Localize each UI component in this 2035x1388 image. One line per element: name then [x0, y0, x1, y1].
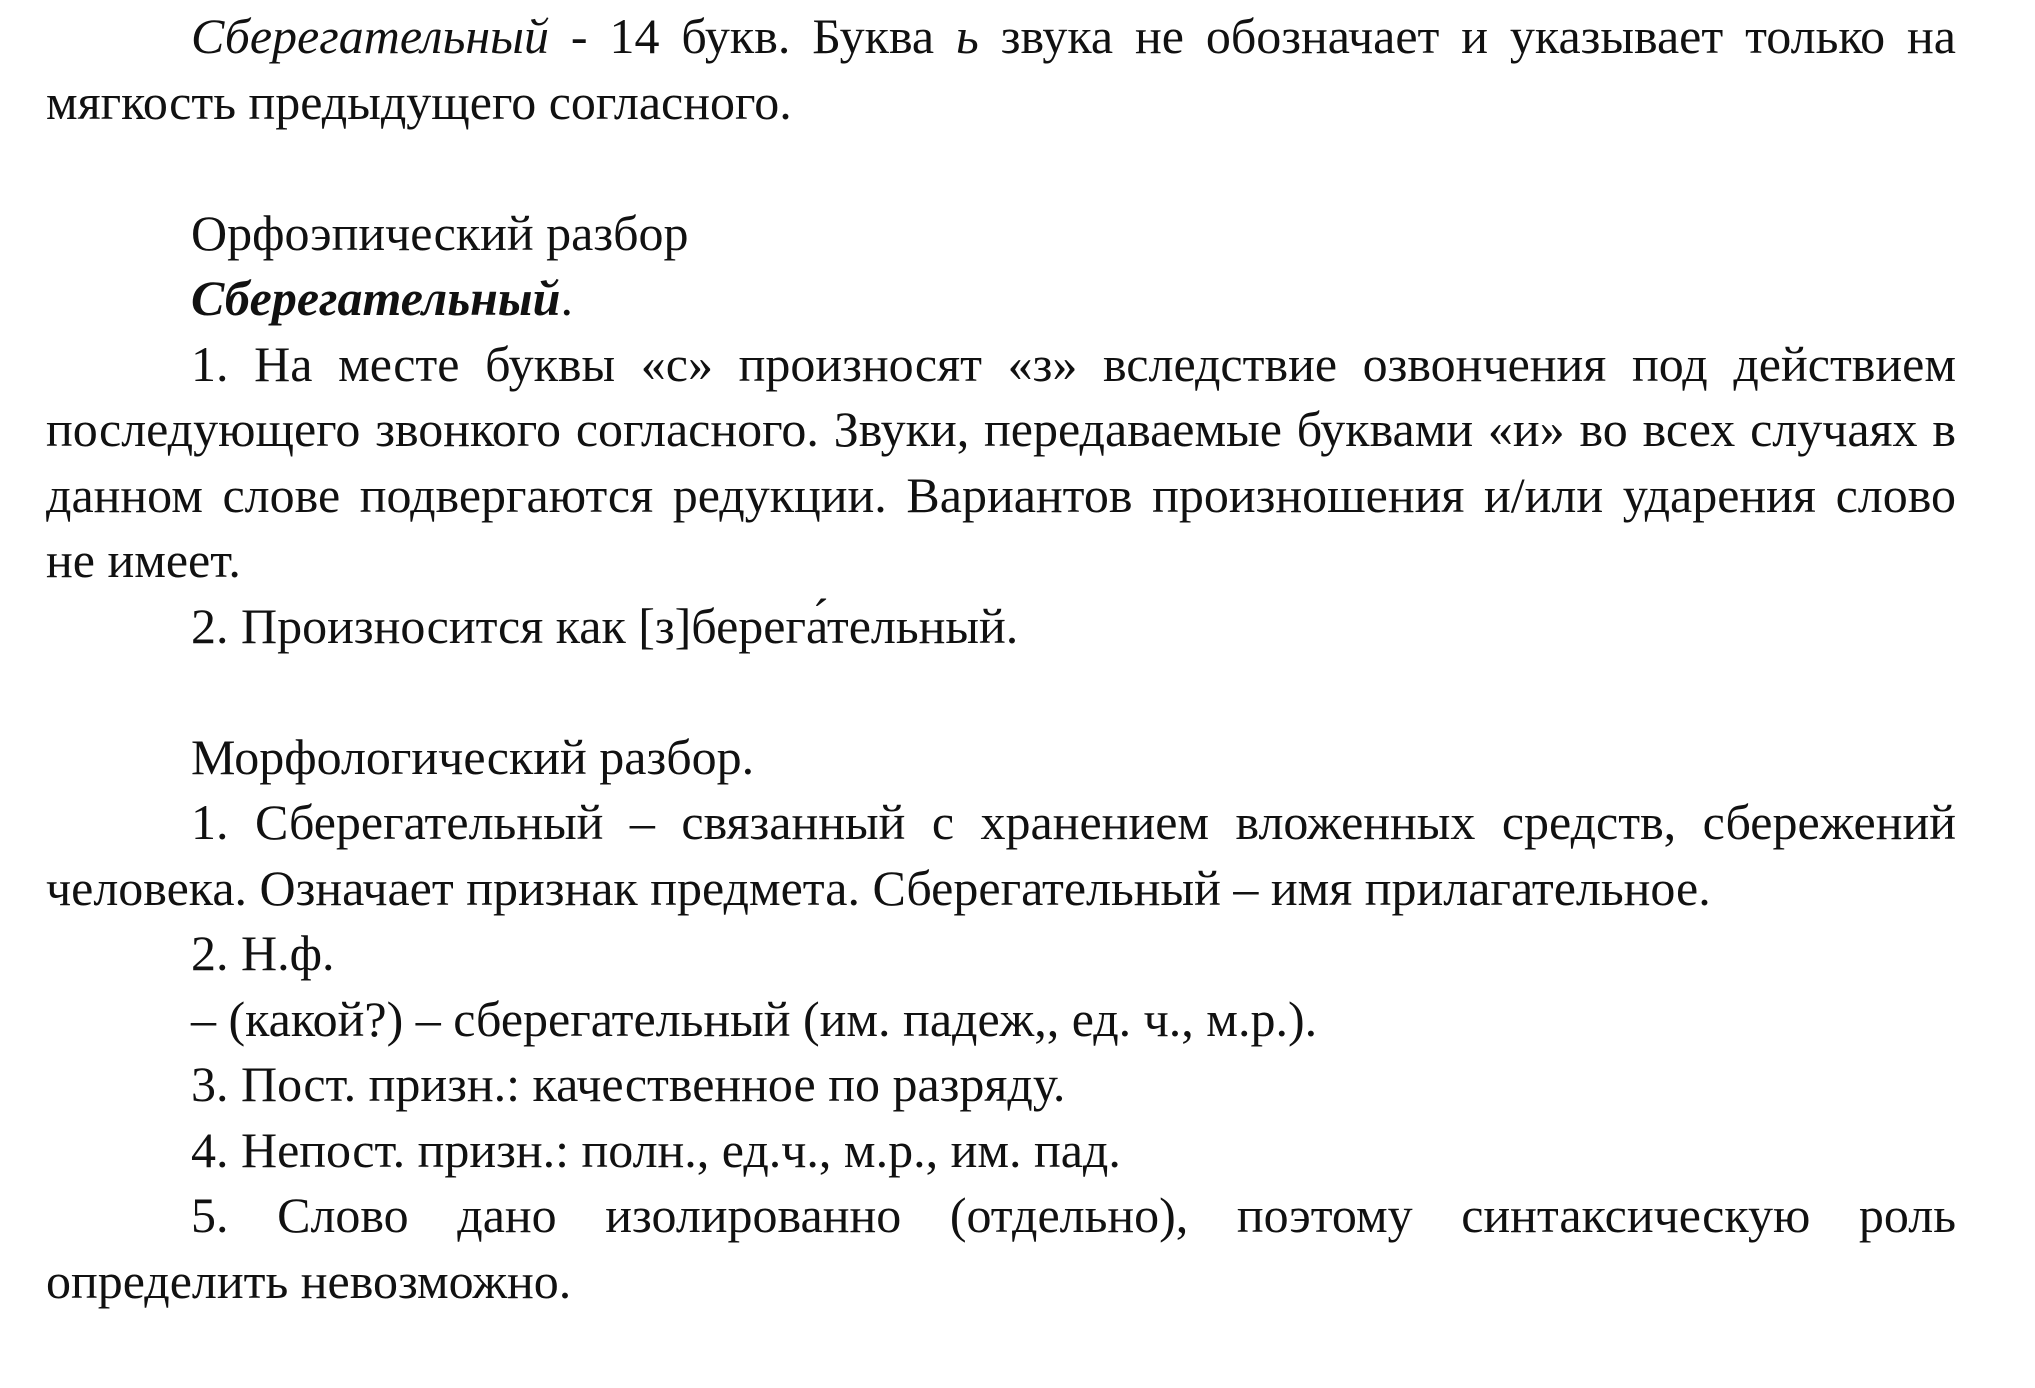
intro-text-after-letter: звука не обозначает и указывает только на мягкость предыдущего согласного. — [46, 8, 1956, 130]
orthoepic-word: Сберегательный — [191, 270, 561, 326]
intro-text-before-letter: - 14 букв. Буква — [549, 8, 957, 64]
intro-letter: ь — [956, 8, 979, 64]
morphological-item-4: 4. Непост. призн.: полн., ед.ч., м.р., им. пад. — [191, 1121, 1121, 1178]
orthoepic-item-2: 2. Произносится как [з]берега́тельный. — [191, 597, 1019, 654]
orthoepic-word-suffix: . — [560, 270, 573, 326]
intro-word: Сберегательный — [191, 8, 550, 64]
morphological-item-1: 1. Сберегательный – связанный с хранением вложенных средств, сбережений человека. Означает признак предмета. Сберегательный – имя прилагательное. — [46, 794, 1956, 916]
intro-paragraph — [46, 4, 1956, 135]
blank-line — [46, 659, 1956, 725]
morphological-item-2-detail: – (какой?) – сберегательный (им. падеж,, ед. ч., м.р.). — [191, 990, 1318, 1047]
document-page — [46, 4, 1956, 1314]
blank-line — [46, 135, 1956, 201]
morphological-heading: Морфологический разбор. — [191, 728, 755, 785]
orthoepic-item-1: 1. На месте буквы «с» произносят «з» вследствие озвончения под действием последующего звонкого согласного. Звуки, передаваемые буквами «и» во всех случаях в данном слове подвергаются редукции. Вариантов произношения и/или ударения слово не имеет. — [46, 335, 1956, 588]
orthoepic-heading: Орфоэпический разбор — [191, 204, 689, 261]
morphological-item-2: 2. Н.ф. — [191, 925, 335, 981]
orthoepic-word-line — [46, 266, 1956, 332]
morphological-item-5: 5. Слово дано изолированно (отдельно), поэтому синтаксическую роль определить невозможно. — [46, 1187, 1956, 1309]
morphological-item-3: 3. Пост. призн.: качественное по разряду. — [191, 1056, 1066, 1112]
